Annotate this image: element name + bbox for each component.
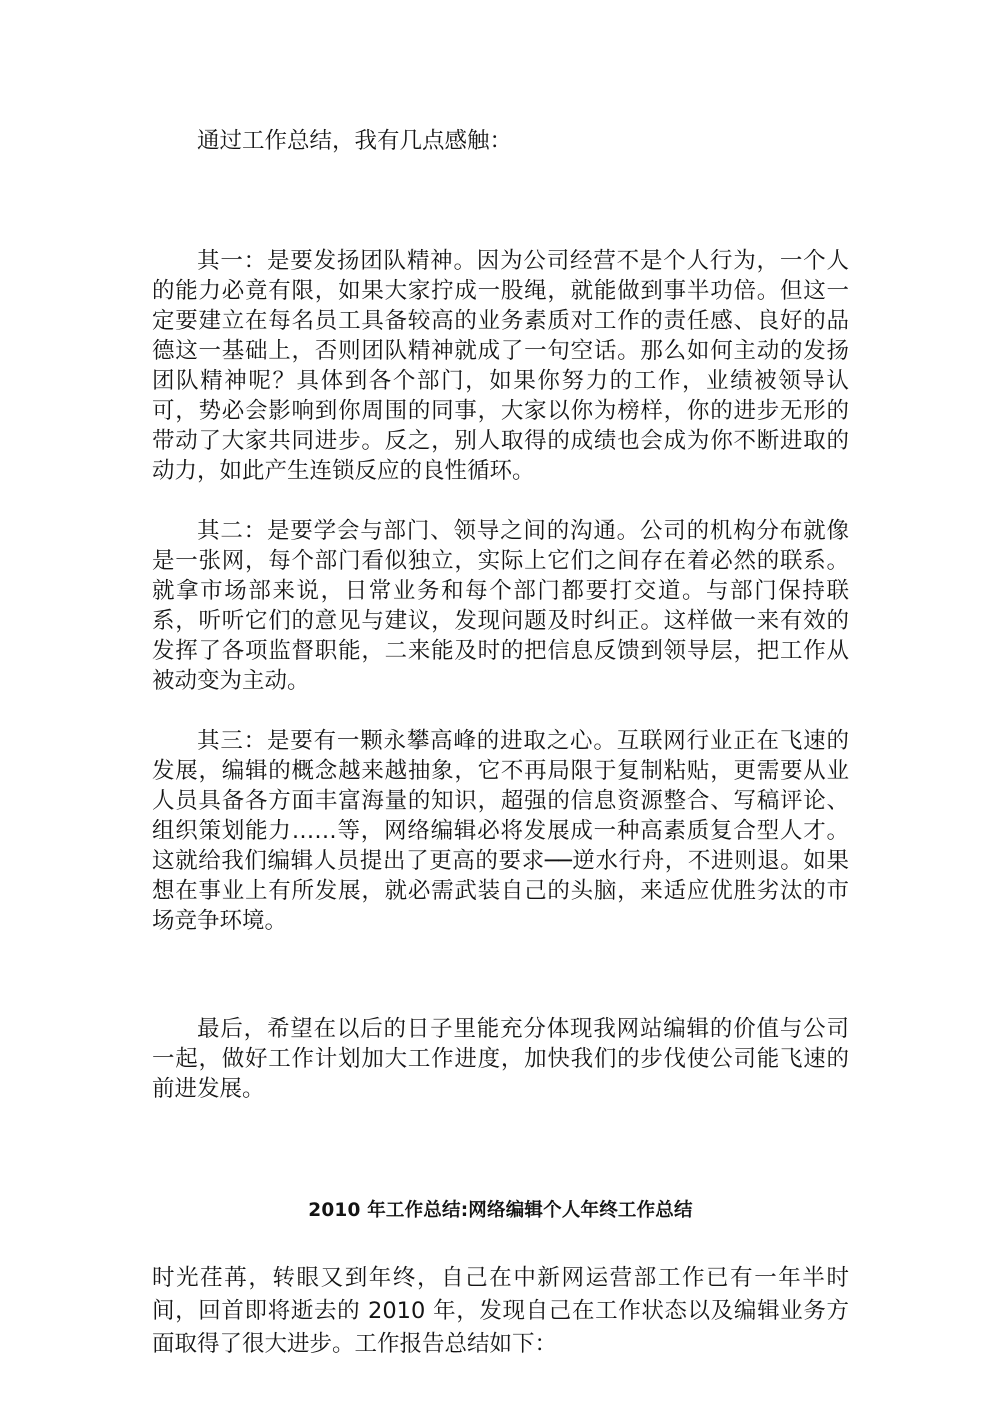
next-section-opening-paragraph: 时光荏苒，转眼又到年终，自己在中新网运营部工作已有一年半时间，回首即将逝去的 2010 年，发现自己在工作状态以及编辑业务方面取得了很大进步。工作报告总结如下：: [152, 1265, 849, 1357]
point-one-paragraph: 其一：是要发扬团队精神。因为公司经营不是个人行为，一个人的能力必竟有限，如果大家拧成一股绳，就能做到事半功倍。但这一定要建立在每名员工具备较高的业务素质对工作的责任感、良好的品德这一基础上，否则团队精神就成了一句空话。那么如何主动的发扬团队精神呢？具体到各个部门，如果你努力的工作，业绩被领导认可，势必会影响到你周围的同事，大家以你为榜样，你的进步无形的带动了大家共同进步。反之，别人取得的成绩也会成为你不断进取的动力，如此产生连锁反应的良性循环。: [152, 248, 849, 484]
spacer-before-next-heading: [152, 1104, 849, 1198]
point-two-paragraph: 其二：是要学会与部门、领导之间的沟通。公司的机构分布就像是一张网，每个部门看似独立，实际上它们之间存在着必然的联系。就拿市场部来说，日常业务和每个部门都要打交道。与部门保持联系，听听它们的意见与建议，发现问题及时纠正。这样做一来有效的发挥了各项监督职能，二来能及时的把信息反馈到领导层，把工作从被动变为主动。: [152, 518, 849, 694]
spacer-before-closing: [152, 936, 849, 1014]
spacer-after-point-one: [152, 486, 849, 516]
closing-paragraph: 最后，希望在以后的日子里能充分体现我网站编辑的价值与公司一起，做好工作计划加大工作进度，加快我们的步伐使公司能飞速的前进发展。: [152, 1016, 849, 1102]
point-three-paragraph: 其三：是要有一颗永攀高峰的进取之心。互联网行业正在飞速的发展，编辑的概念越来越抽象，它不再局限于复制粘贴，更需要从业人员具备各方面丰富海量的知识，超强的信息资源整合、写稿评论、组织策划能力……等，网络编辑必将发展成一种高素质复合型人才。这就给我们编辑人员提出了更高的要求──逆水行舟，不进则退。如果想在事业上有所发展，就必需武装自己的头脑，来适应优胜劣汰的市场竞争环境。: [152, 728, 849, 934]
document-body: [152, 126, 849, 1361]
next-section-heading: 2010 年工作总结:网络编辑个人年终工作总结: [308, 1200, 693, 1221]
spacer-after-intro: [152, 156, 849, 246]
spacer-after-point-two: [152, 696, 849, 726]
spacer-after-next-heading: [152, 1224, 849, 1262]
intro-paragraph: 通过工作总结，我有几点感触：: [197, 128, 513, 154]
